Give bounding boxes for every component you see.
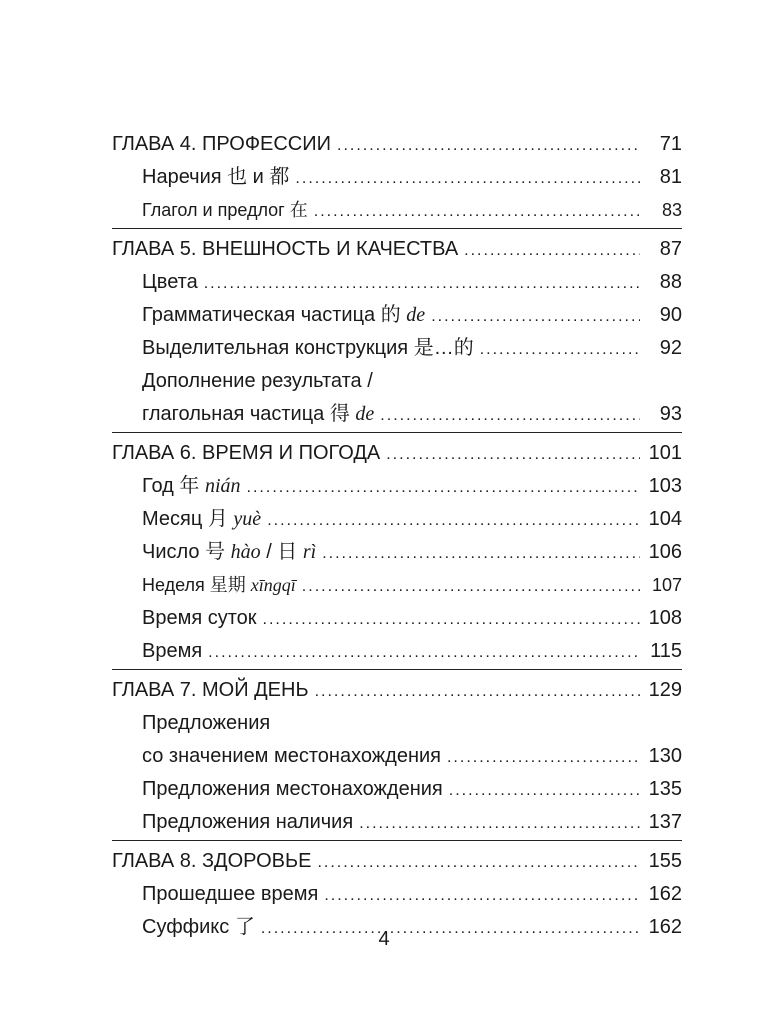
chapter-title: ГЛАВА 5. ВНЕШНОСТЬ И КАЧЕСТВА [112,238,459,260]
dot-leader [322,537,640,570]
entry-title: Время [142,640,203,662]
page-number: 162 [648,916,682,938]
toc-entry[interactable] [112,569,682,602]
dot-leader [324,879,640,912]
entry-title: Грамматическая частица 的 de [142,304,426,326]
entry-title: Наречия 也 и 都 [142,166,290,188]
entry-title: Глагол и предлог 在 [142,200,308,220]
dot-leader [464,234,640,267]
page-number: 81 [659,166,682,188]
toc-entry[interactable] [112,470,682,503]
toc-entry-line1[interactable] [112,707,682,740]
entry-title: Суффикс 了 [142,916,255,938]
dot-leader [337,129,640,162]
toc-chapter-4[interactable] [112,128,682,161]
toc-entry[interactable] [112,299,682,332]
page-number: 115 [650,640,682,662]
toc-entry[interactable] [112,740,682,773]
section-divider [112,432,682,433]
dot-leader [447,741,640,774]
dot-leader [449,774,640,807]
page-number: 162 [648,883,682,905]
toc-chapter-5[interactable] [112,233,682,266]
dot-leader [247,471,640,504]
entry-title: Предложения местонахождения [142,778,443,800]
pinyin: hào [230,541,261,563]
toc-entry[interactable] [112,635,682,668]
page-number: 83 [661,200,682,220]
page-number: 129 [648,679,682,701]
toc-entry[interactable] [112,878,682,911]
page-number: 107 [651,575,682,595]
dot-leader [314,195,640,228]
entry-title: Число 号 hào / 日 rì [142,541,317,563]
entry-title: Время суток [142,607,257,629]
dot-leader [380,399,640,432]
dot-leader [359,807,640,840]
toc-entry-line1[interactable] [112,365,682,398]
page-number: 71 [659,133,682,155]
toc-chapter-6[interactable] [112,437,682,470]
pinyin: xīngqī [250,575,296,595]
chapter-title: ГЛАВА 4. ПРОФЕССИИ [112,133,331,155]
dot-leader [386,438,640,471]
page-number: 103 [648,475,682,497]
toc-entry[interactable] [112,194,682,227]
entry-title: Год 年 nián [142,475,241,497]
dot-leader [480,333,640,366]
toc-entry[interactable] [112,503,682,536]
page-number: 87 [659,238,682,260]
dot-leader [263,603,640,636]
pinyin: de [355,403,375,425]
page-number: 155 [648,850,682,872]
toc-entry[interactable] [112,332,682,365]
page-number: 90 [659,304,682,326]
section-divider [112,669,682,670]
page-number: 135 [648,778,682,800]
page-number: 137 [648,811,682,833]
page-number: 88 [659,271,682,293]
entry-title: глагольная частица 得 de [142,403,375,425]
toc-chapter-7[interactable] [112,674,682,707]
dot-leader [431,300,640,333]
dot-leader [315,675,640,708]
toc-entry[interactable] [112,536,682,569]
entry-title: Месяц 月 yuè [142,508,262,530]
pinyin: yuè [233,508,262,530]
footer-page-number: 4 [378,928,390,950]
pinyin: rì [302,541,317,563]
page-number: 104 [648,508,682,530]
dot-leader [317,846,640,879]
chapter-title: ГЛАВА 8. ЗДОРОВЬЕ [112,850,312,872]
pinyin: nián [204,475,241,497]
page-number: 108 [648,607,682,629]
entry-title: Предложения наличия [142,811,354,833]
toc-chapter-8[interactable] [112,845,682,878]
entry-title: Дополнение результата / [142,370,373,392]
entry-title: Выделительная конструкция 是…的 [142,337,474,359]
section-divider [112,228,682,229]
entry-title: со значением местонахождения [142,745,441,767]
toc-entry[interactable] [112,602,682,635]
dot-leader [295,162,640,195]
page-number: 101 [648,442,682,464]
dot-leader [208,636,640,669]
entry-title: Предложения [142,712,271,734]
toc-entry[interactable] [112,266,682,299]
dot-leader [302,570,640,603]
page-number: 130 [648,745,682,767]
dot-leader [204,267,640,300]
chapter-title: ГЛАВА 6. ВРЕМЯ И ПОГОДА [112,442,381,464]
toc-entry[interactable] [112,773,682,806]
entry-title: Неделя 星期 xīngqī [142,575,296,595]
toc-entry[interactable] [112,398,682,431]
toc-entry[interactable] [112,161,682,194]
toc-entry[interactable] [112,806,682,839]
dot-leader [267,504,640,537]
chapter-title: ГЛАВА 7. МОЙ ДЕНЬ [112,679,309,701]
entry-title: Прошедшее время [142,883,319,905]
table-of-contents [112,128,682,944]
page-number: 93 [659,403,682,425]
page-number: 92 [659,337,682,359]
entry-title: Цвета [142,271,198,293]
pinyin: de [406,304,426,326]
section-divider [112,840,682,841]
page-number: 106 [648,541,682,563]
